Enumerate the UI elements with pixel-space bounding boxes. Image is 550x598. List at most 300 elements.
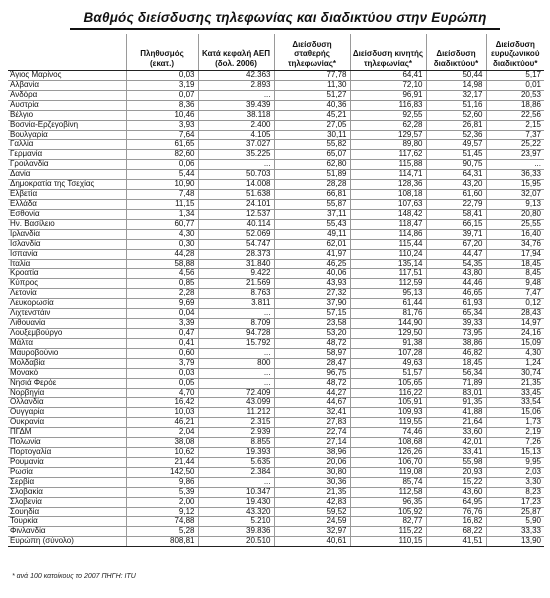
cell-broadband: 14,97 [486,319,544,329]
cell-fixed: 49,11 [274,229,350,239]
cell-broadband: 18,45 [486,259,544,269]
cell-gdp: 40.114 [198,219,274,229]
cell-fixed: 51,27 [274,90,350,100]
cell-gdp: 8.709 [198,319,274,329]
cell-fixed: 27,32 [274,289,350,299]
cell-broadband: ... [486,160,544,170]
cell-country: Λουξεμβούργο [8,328,126,338]
cell-population: 0,60 [126,348,198,358]
cell-internet: 50,44 [426,71,486,81]
cell-fixed: 58,97 [274,348,350,358]
table-row [8,368,544,378]
cell-internet: 61,60 [426,190,486,200]
cell-fixed: 59,52 [274,507,350,517]
cell-mobile: 62,28 [350,120,426,130]
cell-internet: 43,20 [426,180,486,190]
cell-broadband: 30,74 [486,368,544,378]
cell-mobile: 106,70 [350,457,426,467]
table-row [8,487,544,497]
footnote: * ανά 100 κατοίκους το 2007 ΠΗΓΗ: ITU [12,573,136,580]
cell-fixed: 30,36 [274,477,350,487]
cell-population: 3,79 [126,358,198,368]
cell-population: 10,46 [126,110,198,120]
cell-gdp: 5.635 [198,457,274,467]
cell-country: Λιθουανία [8,319,126,329]
cell-gdp: 2.893 [198,80,274,90]
cell-gdp: 800 [198,358,274,368]
cell-broadband: 34,76 [486,239,544,249]
cell-broadband: 25,87 [486,507,544,517]
cell-population: 7,64 [126,130,198,140]
cell-gdp: 50.703 [198,170,274,180]
cell-internet: 14,98 [426,80,486,90]
cell-country: Άγιος Μαρίνος [8,71,126,81]
cell-mobile: 148,42 [350,209,426,219]
cell-country: Ιταλία [8,259,126,269]
cell-mobile: 110,15 [350,537,426,547]
cell-broadband: 23,97 [486,150,544,160]
table-row [8,209,544,219]
cell-fixed: 30,11 [274,130,350,140]
cell-broadband: 28,43 [486,309,544,319]
page-title: Βαθμός διείσδυσης τηλεφωνίας και διαδικτύου στην Ευρώπη [70,8,500,30]
cell-mobile: 128,36 [350,180,426,190]
cell-country: Ευρώπη (σύνολο) [8,537,126,547]
cell-country: Βέλγιο [8,110,126,120]
table-row [8,170,544,180]
table-row [8,289,544,299]
cell-fixed: 24,59 [274,517,350,527]
cell-gdp: ... [198,90,274,100]
cell-internet: 39,71 [426,229,486,239]
cell-mobile: 61,44 [350,299,426,309]
cell-population: 1,34 [126,209,198,219]
cell-country: Αλβανία [8,80,126,90]
cell-country: Ελβετία [8,190,126,200]
cell-population: 0,30 [126,239,198,249]
cell-internet: 43,80 [426,269,486,279]
cell-population: 0,03 [126,368,198,378]
table-row [8,100,544,110]
cell-internet: 66,15 [426,219,486,229]
cell-population: 21,44 [126,457,198,467]
cell-population: 46,21 [126,418,198,428]
cell-gdp: 28.373 [198,249,274,259]
cell-country: Ρουμανία [8,457,126,467]
cell-internet: 51,16 [426,100,486,110]
cell-country: Μάλτα [8,338,126,348]
cell-mobile: 81,76 [350,309,426,319]
cell-country: Ουκρανία [8,418,126,428]
cell-country: Μονακό [8,368,126,378]
cell-fixed: 27,83 [274,418,350,428]
cell-mobile: 115,44 [350,239,426,249]
cell-country: Κροατία [8,269,126,279]
cell-broadband: 13,90 [486,537,544,547]
cell-broadband: 33,45 [486,388,544,398]
cell-gdp: 24.101 [198,199,274,209]
cell-mobile: 74,46 [350,428,426,438]
cell-population: 5,39 [126,487,198,497]
cell-gdp: 72.409 [198,388,274,398]
table-row [8,299,544,309]
cell-mobile: 129,57 [350,130,426,140]
cell-country: Κύπρος [8,279,126,289]
cell-gdp: 2.939 [198,428,274,438]
cell-country: Ην. Βασίλειο [8,219,126,229]
cell-fixed: 43,93 [274,279,350,289]
cell-gdp: 20.510 [198,537,274,547]
cell-population: 2,28 [126,289,198,299]
cell-fixed: 55,87 [274,199,350,209]
cell-broadband: 1,24 [486,358,544,368]
table-row [8,537,544,547]
cell-internet: 65,34 [426,309,486,319]
cell-mobile: 108,68 [350,438,426,448]
cell-gdp: 10.347 [198,487,274,497]
table-row [8,160,544,170]
cell-fixed: 44,27 [274,388,350,398]
cell-internet: 58,41 [426,209,486,219]
table-row [8,71,544,81]
cell-mobile: 115,22 [350,527,426,537]
cell-gdp: 11.212 [198,408,274,418]
cell-population: 808,81 [126,537,198,547]
cell-mobile: 119,08 [350,467,426,477]
cell-population: 9,86 [126,477,198,487]
cell-gdp: 43.320 [198,507,274,517]
cell-gdp: 2.384 [198,467,274,477]
cell-population: 2,00 [126,497,198,507]
cell-country: Γερμανία [8,150,126,160]
cell-broadband: 15,95 [486,180,544,190]
cell-mobile: 92,55 [350,110,426,120]
table-row [8,497,544,507]
cell-internet: 83,01 [426,388,486,398]
cell-mobile: 112,58 [350,487,426,497]
table-row [8,120,544,130]
cell-internet: 16,82 [426,517,486,527]
cell-fixed: 30,80 [274,467,350,477]
cell-population: 10,03 [126,408,198,418]
cell-broadband: 21,35 [486,378,544,388]
table-row [8,358,544,368]
cell-broadband: 1,73 [486,418,544,428]
table-row [8,279,544,289]
cell-mobile: 112,59 [350,279,426,289]
cell-internet: 52,36 [426,130,486,140]
cell-internet: 49,57 [426,140,486,150]
cell-fixed: 21,35 [274,487,350,497]
header-mobile-telephony: Διείσδυση κινητής τηλεφωνίας* [350,34,426,71]
cell-population: 4,30 [126,229,198,239]
cell-country: Σλοβενία [8,497,126,507]
cell-broadband: 33,33 [486,527,544,537]
cell-mobile: 91,38 [350,338,426,348]
cell-internet: 44,47 [426,249,486,259]
header-internet: Διείσδυση διαδικτύου* [426,34,486,71]
cell-mobile: 51,57 [350,368,426,378]
cell-country: Ισπανία [8,249,126,259]
cell-country: Μολδαβία [8,358,126,368]
cell-gdp: 51.638 [198,190,274,200]
cell-internet: 55,98 [426,457,486,467]
cell-internet: 18,45 [426,358,486,368]
cell-population: 4,70 [126,388,198,398]
cell-population: 0,04 [126,309,198,319]
cell-broadband: 20,53 [486,90,544,100]
cell-fixed: 32,97 [274,527,350,537]
cell-country: Βοσνία-Ερζεγοβίνη [8,120,126,130]
cell-fixed: 46,25 [274,259,350,269]
cell-internet: 90,75 [426,160,486,170]
cell-internet: 76,76 [426,507,486,517]
cell-fixed: 48,72 [274,338,350,348]
cell-population: 16,42 [126,398,198,408]
cell-mobile: 116,83 [350,100,426,110]
cell-population: 9,69 [126,299,198,309]
cell-internet: 22,79 [426,199,486,209]
cell-internet: 33,41 [426,448,486,458]
cell-country: Νορβηγία [8,388,126,398]
cell-internet: 73,95 [426,328,486,338]
cell-population: 5,44 [126,170,198,180]
cell-broadband: 9,48 [486,279,544,289]
cell-population: 5,28 [126,527,198,537]
table-row [8,319,544,329]
cell-gdp: ... [198,348,274,358]
cell-country: Ιρλανδία [8,229,126,239]
cell-fixed: 27,05 [274,120,350,130]
cell-fixed: 62,80 [274,160,350,170]
cell-broadband: 24,16 [486,328,544,338]
cell-population: 0,41 [126,338,198,348]
cell-broadband: 33,54 [486,398,544,408]
cell-fixed: 20,06 [274,457,350,467]
cell-mobile: 110,24 [350,249,426,259]
cell-fixed: 38,96 [274,448,350,458]
cell-gdp: ... [198,309,274,319]
cell-broadband: 7,26 [486,438,544,448]
cell-country: Γαλλία [8,140,126,150]
cell-internet: 26,81 [426,120,486,130]
cell-mobile: 82,77 [350,517,426,527]
cell-gdp: 8.855 [198,438,274,448]
cell-gdp: 9.422 [198,269,274,279]
cell-fixed: 37,90 [274,299,350,309]
cell-mobile: 144,90 [350,319,426,329]
cell-country: Αυστρία [8,100,126,110]
cell-fixed: 11,30 [274,80,350,90]
cell-broadband: 16,40 [486,229,544,239]
cell-fixed: 40,61 [274,537,350,547]
table-row [8,507,544,517]
cell-fixed: 45,21 [274,110,350,120]
table-row [8,90,544,100]
cell-gdp: ... [198,477,274,487]
table-row [8,418,544,428]
table-row [8,517,544,527]
table-header [8,34,544,71]
cell-gdp: 2.400 [198,120,274,130]
header-broadband: Διείσδυση ευρυζωνικού διαδικτύου* [486,34,544,71]
table-row [8,269,544,279]
cell-gdp: ... [198,368,274,378]
cell-broadband: 25,55 [486,219,544,229]
cell-broadband: 8,23 [486,487,544,497]
cell-population: 2,04 [126,428,198,438]
cell-gdp: 94.728 [198,328,274,338]
cell-fixed: 51,89 [274,170,350,180]
cell-internet: 39,33 [426,319,486,329]
table-row [8,477,544,487]
cell-gdp: 31.840 [198,259,274,269]
data-table [8,34,544,547]
table-row [8,408,544,418]
table-row [8,527,544,537]
cell-mobile: 119,55 [350,418,426,428]
cell-population: 4,56 [126,269,198,279]
cell-mobile: 107,28 [350,348,426,358]
cell-internet: 64,95 [426,497,486,507]
cell-country: Ολλανδία [8,398,126,408]
cell-broadband: 4,30 [486,348,544,358]
cell-internet: 51,45 [426,150,486,160]
header-population: Πληθυσμός (εκατ.) [126,34,198,71]
cell-mobile: 96,35 [350,497,426,507]
table-row [8,239,544,249]
cell-population: 0,47 [126,328,198,338]
cell-broadband: 18,86 [486,100,544,110]
cell-fixed: 55,82 [274,140,350,150]
cell-internet: 21,64 [426,418,486,428]
cell-population: 11,15 [126,199,198,209]
table-body [8,71,544,547]
cell-population: 142,50 [126,467,198,477]
cell-country: Ρωσία [8,467,126,477]
cell-population: 7,48 [126,190,198,200]
table-row [8,378,544,388]
cell-broadband: 9,13 [486,199,544,209]
header-row [8,34,544,71]
table-row [8,388,544,398]
cell-gdp: 3.811 [198,299,274,309]
table-row [8,229,544,239]
cell-gdp: 15.792 [198,338,274,348]
cell-internet: 91,35 [426,398,486,408]
cell-internet: 54,35 [426,259,486,269]
cell-population: 3,19 [126,80,198,90]
cell-broadband: 9,95 [486,457,544,467]
cell-broadband: 32,07 [486,190,544,200]
cell-mobile: 85,74 [350,477,426,487]
cell-mobile: 117,62 [350,150,426,160]
header-fixed-telephony: Διείσδυση σταθερής τηλεφωνίας* [274,34,350,71]
cell-gdp: 8.763 [198,289,274,299]
table-row [8,130,544,140]
cell-broadband: 8,45 [486,269,544,279]
cell-mobile: 126,26 [350,448,426,458]
cell-fixed: 28,28 [274,180,350,190]
table-row [8,219,544,229]
cell-mobile: 117,51 [350,269,426,279]
cell-mobile: 95,13 [350,289,426,299]
cell-population: 3,39 [126,319,198,329]
table-row [8,428,544,438]
cell-gdp: 14.008 [198,180,274,190]
cell-country: Γροιλανδία [8,160,126,170]
cell-broadband: 17,23 [486,497,544,507]
cell-country: Φινλανδία [8,527,126,537]
cell-internet: 46,65 [426,289,486,299]
cell-fixed: 42,83 [274,497,350,507]
cell-fixed: 62,01 [274,239,350,249]
cell-internet: 38,86 [426,338,486,348]
cell-gdp: ... [198,160,274,170]
cell-broadband: 0,01 [486,80,544,90]
cell-population: 0,07 [126,90,198,100]
cell-fixed: 32,41 [274,408,350,418]
cell-internet: 71,89 [426,378,486,388]
cell-fixed: 40,36 [274,100,350,110]
cell-population: 38,08 [126,438,198,448]
cell-broadband: 2,03 [486,467,544,477]
cell-population: 8,36 [126,100,198,110]
cell-population: 10,62 [126,448,198,458]
table-row [8,457,544,467]
table-row [8,199,544,209]
cell-country: Δημοκρατία της Τσεχίας [8,180,126,190]
cell-gdp: 12.537 [198,209,274,219]
header-country [8,34,126,71]
cell-mobile: 115,88 [350,160,426,170]
cell-internet: 64,31 [426,170,486,180]
cell-gdp: 52.069 [198,229,274,239]
cell-fixed: 41,97 [274,249,350,259]
cell-gdp: 39.439 [198,100,274,110]
cell-country: Νησιά Φερόε [8,378,126,388]
cell-population: 58,88 [126,259,198,269]
cell-gdp: 54.747 [198,239,274,249]
cell-mobile: 118,47 [350,219,426,229]
cell-mobile: 107,63 [350,199,426,209]
cell-fixed: 37,11 [274,209,350,219]
cell-country: Λιχτενστάιν [8,309,126,319]
cell-mobile: 64,41 [350,71,426,81]
cell-country: Ανδόρα [8,90,126,100]
cell-broadband: 20,80 [486,209,544,219]
cell-mobile: 109,93 [350,408,426,418]
table-row [8,140,544,150]
cell-country: Τουρκία [8,517,126,527]
cell-mobile: 114,71 [350,170,426,180]
cell-population: 44,28 [126,249,198,259]
cell-mobile: 116,22 [350,388,426,398]
cell-gdp: 21.569 [198,279,274,289]
cell-population: 0,03 [126,71,198,81]
table-row [8,438,544,448]
cell-population: 0,85 [126,279,198,289]
cell-gdp: 19.393 [198,448,274,458]
header-gdp-per-capita: Κατά κεφαλή ΑΕΠ (δολ. 2006) [198,34,274,71]
cell-internet: 46,82 [426,348,486,358]
table-row [8,348,544,358]
cell-gdp: 42.363 [198,71,274,81]
cell-internet: 68,22 [426,527,486,537]
cell-country: Εσθονία [8,209,126,219]
cell-internet: 15,22 [426,477,486,487]
cell-mobile: 72,10 [350,80,426,90]
